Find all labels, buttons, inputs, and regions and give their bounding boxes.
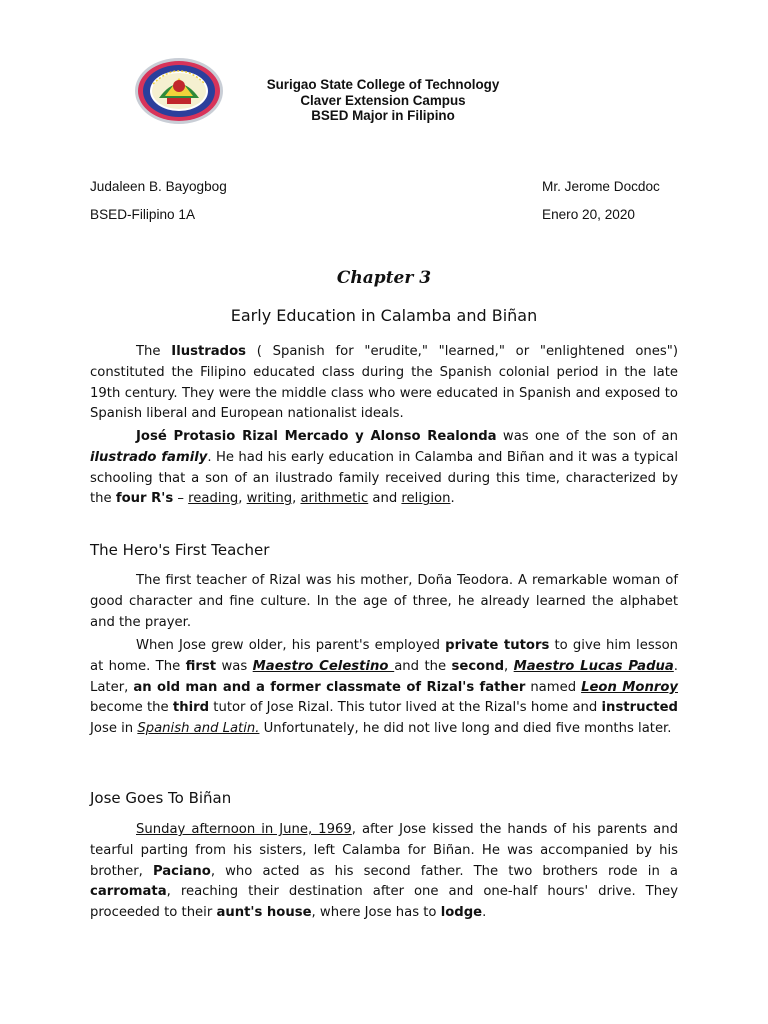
section-heading-first-teacher: The Hero's First Teacher (90, 541, 270, 559)
course-section: BSED-Filipino 1A (90, 207, 196, 222)
date: Enero 20, 2020 (542, 207, 635, 222)
school-header (230, 77, 536, 124)
section-heading-goes-to-binan: Jose Goes To Biñan (90, 789, 232, 807)
chapter-label: Chapter 3 (336, 268, 432, 288)
page-title: Early Education in Calamba and Biñan (230, 306, 538, 325)
teacher-name: Mr. Jerome Docdoc (542, 179, 660, 194)
paragraph-private-tutors: When Jose grew older, his parent's employed private tutors to give him lesson at home. The first was Maestro Celestino and the second, Maestro Lucas Padua. Later, an old man and a former classmate of Rizal's father named Leon Monroy become the third tutor of Jose Rizal. This tutor lived at the Rizal's home and instructed Jose in Spanish and Latin. Unfortunately, he did not live long and died five months later. (90, 638, 678, 737)
paragraph-rizal-education: José Protasio Rizal Mercado y Alonso Realonda was one of the son of an ilustrado family. He had his early education in Calamba and Biñan and it was a typical schooling that a son of an ilustrado family received during this time, characterized by the four R's – reading, writing, arithmetic and religion. (90, 429, 679, 507)
student-name: Judaleen B. Bayogbog (90, 179, 227, 194)
college-seal-logo (133, 56, 225, 126)
paragraph-ilustrados: The Ilustrados ( Spanish for "erudite," "learned," or "enlightened ones") constituted the Filipino educated class during the Spanish colonial period in the late 19th century. They were the middle class who were educated in Spanish and exposed to Spanish liberal and European nationalist ideals. (90, 344, 678, 422)
paragraph-binan: Sunday afternoon in June, 1969, after Jose kissed the hands of his parents and tearful parting from his sisters, left Calamba for Biñan. He was accompanied by his brother, Paciano, who acted as his second father. The two brothers rode in a carromata, reaching their destination after one and one-half hours' drive. They proceeded to their aunt's house, where Jose has to lodge. (90, 822, 678, 921)
program-name: BSED Major in Filipino (311, 108, 455, 123)
campus-name: Claver Extension Campus (300, 92, 466, 108)
paragraph-first-teacher: The first teacher of Rizal was his mother, Doña Teodora. A remarkable woman of good character and fine culture. In the age of three, he already learned the alphabet and the prayer. (90, 573, 678, 630)
school-name: Surigao State College of Technology (266, 77, 500, 92)
